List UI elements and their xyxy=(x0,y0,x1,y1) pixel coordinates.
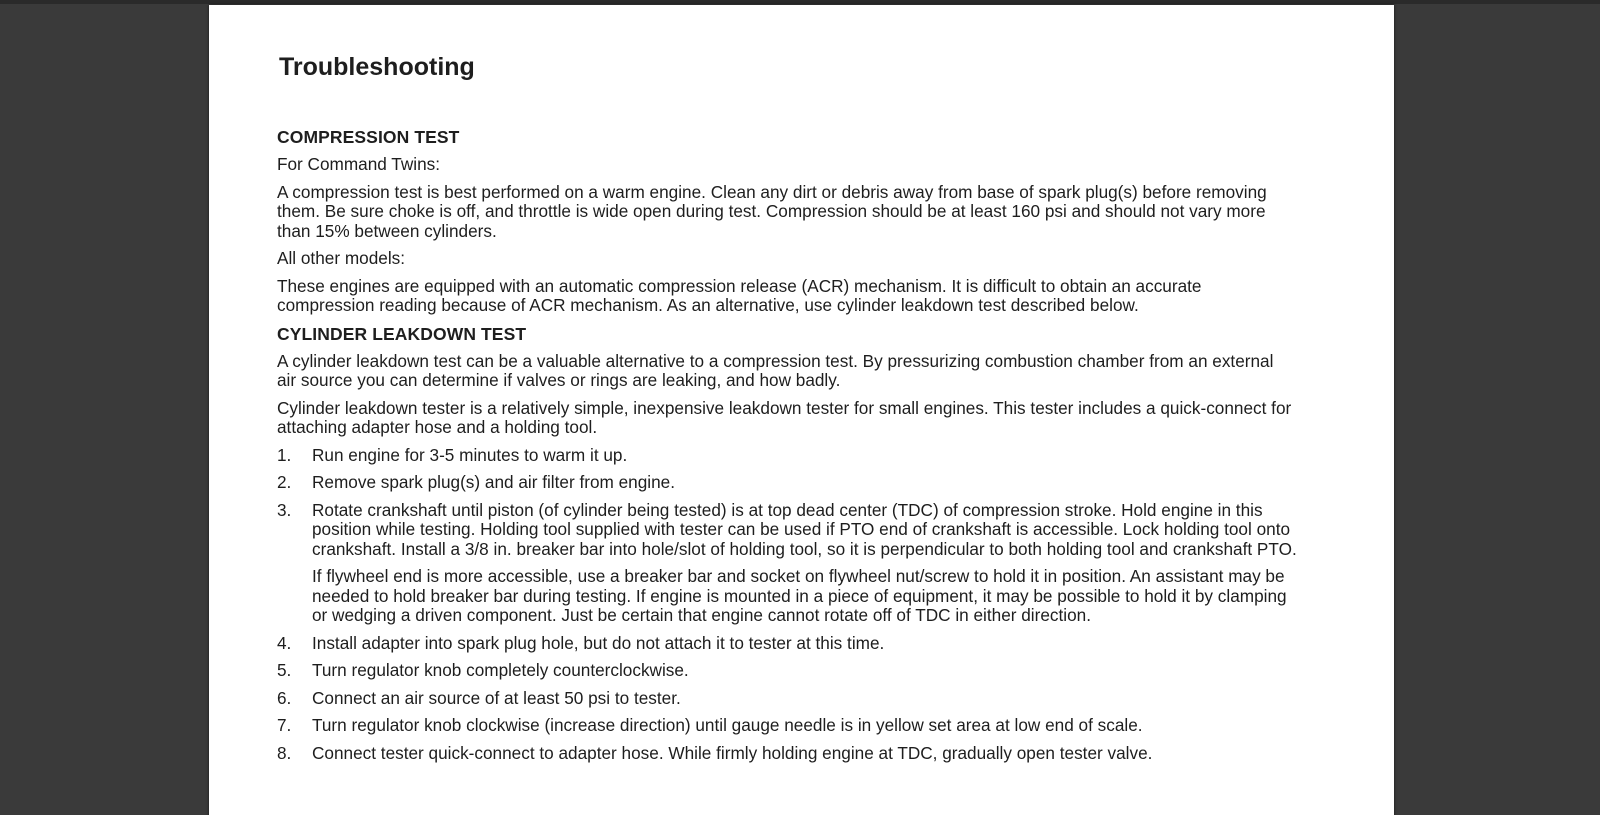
step-text: Connect tester quick-connect to adapter hose. While firmly holding engine at TDC, gradually open tester valve. xyxy=(312,742,1153,763)
step-number: 8. xyxy=(277,742,292,763)
other-models-label: All other models: xyxy=(277,248,406,268)
step-number: 1. xyxy=(277,444,292,465)
step-number: 5. xyxy=(277,660,292,680)
leakdown-tester-paragraph: Cylinder leakdown tester is a relatively simple, inexpensive leakdown tester for small engines. This tester includes a quick-connect for attaching adapter hose and a holding tool. xyxy=(277,397,1292,437)
step-number: 7. xyxy=(277,715,292,735)
step-text: Install adapter into spark plug hole, but do not attach it to tester at this time. xyxy=(312,632,885,653)
step-item xyxy=(277,634,1297,654)
step-text: Turn regulator knob completely counterclockwise. xyxy=(312,660,689,680)
step-number: 3. xyxy=(277,499,292,520)
step-item xyxy=(277,689,1297,709)
body-flow xyxy=(277,127,1297,771)
section-heading-compression-test: COMPRESSION TEST xyxy=(277,127,460,147)
compression-test-section xyxy=(277,127,1297,316)
step-item xyxy=(277,473,1297,493)
step-text: Run engine for 3-5 minutes to warm it up. xyxy=(312,444,628,465)
leakdown-intro-paragraph: A cylinder leakdown test can be a valuable alternative to a compression test. By pressurizing combustion chamber from an external air source you can determine if valves or rings are leaking, and how badly. xyxy=(277,350,1274,390)
step-text: Connect an air source of at least 50 psi to tester. xyxy=(312,687,681,708)
step-number: 2. xyxy=(277,472,292,492)
step-text: Rotate crankshaft until piston (of cylinder being tested) is at top dead center (TDC) of compression stroke. Hold engine in this position while testing. Holding tool supplied with tester can be used if PTO end of crankshaft is accessible. Lock holding tool onto crankshaft. Install a 3/8 in. breaker bar into hole/slot of holding tool, so it is perpendicular to both holding tool and crankshaft PTO. xyxy=(312,499,1297,559)
document-page xyxy=(209,5,1394,815)
step-number: 4. xyxy=(277,632,292,653)
other-models-paragraph: These engines are equipped with an automatic compression release (ACR) mechanism. It is difficult to obtain an accurate compression reading because of ACR mechanism. As an alternative, use cylinder leakdown test described below. xyxy=(277,275,1202,315)
step-item xyxy=(277,501,1297,626)
step-item xyxy=(277,661,1297,681)
step-text: Turn regulator knob clockwise (increase direction) until gauge needle is in yellow set area at low end of scale. xyxy=(312,715,1143,735)
step-note-paragraph: If flywheel end is more accessible, use a breaker bar and socket on flywheel nut/screw to hold it in position. An assistant may be needed to hold breaker bar during testing. If engine is mounted in a piece of equipment, it may be possible to hold it by clamping or wedging a driven component. Just be certain that engine cannot rotate off of TDC in either direction. xyxy=(312,566,1287,625)
section-heading-cylinder-leakdown: CYLINDER LEAKDOWN TEST xyxy=(277,323,527,344)
viewer-top-edge xyxy=(0,0,1600,4)
cylinder-leakdown-section xyxy=(277,324,1297,764)
step-item xyxy=(277,744,1297,764)
step-number: 6. xyxy=(277,687,292,708)
command-twins-label: For Command Twins: xyxy=(277,154,441,174)
page-title: Troubleshooting xyxy=(279,53,475,81)
step-item xyxy=(277,716,1297,736)
step-item xyxy=(277,446,1297,466)
leakdown-steps-list xyxy=(277,446,1297,764)
command-twins-paragraph: A compression test is best performed on a warm engine. Clean any dirt or debris away from base of spark plug(s) before removing them. Be sure choke is off, and throttle is wide open during test. Compression should be at least 160 psi and should not vary more than 15% between cylinders. xyxy=(277,181,1267,241)
step-text: Remove spark plug(s) and air filter from engine. xyxy=(312,472,676,492)
